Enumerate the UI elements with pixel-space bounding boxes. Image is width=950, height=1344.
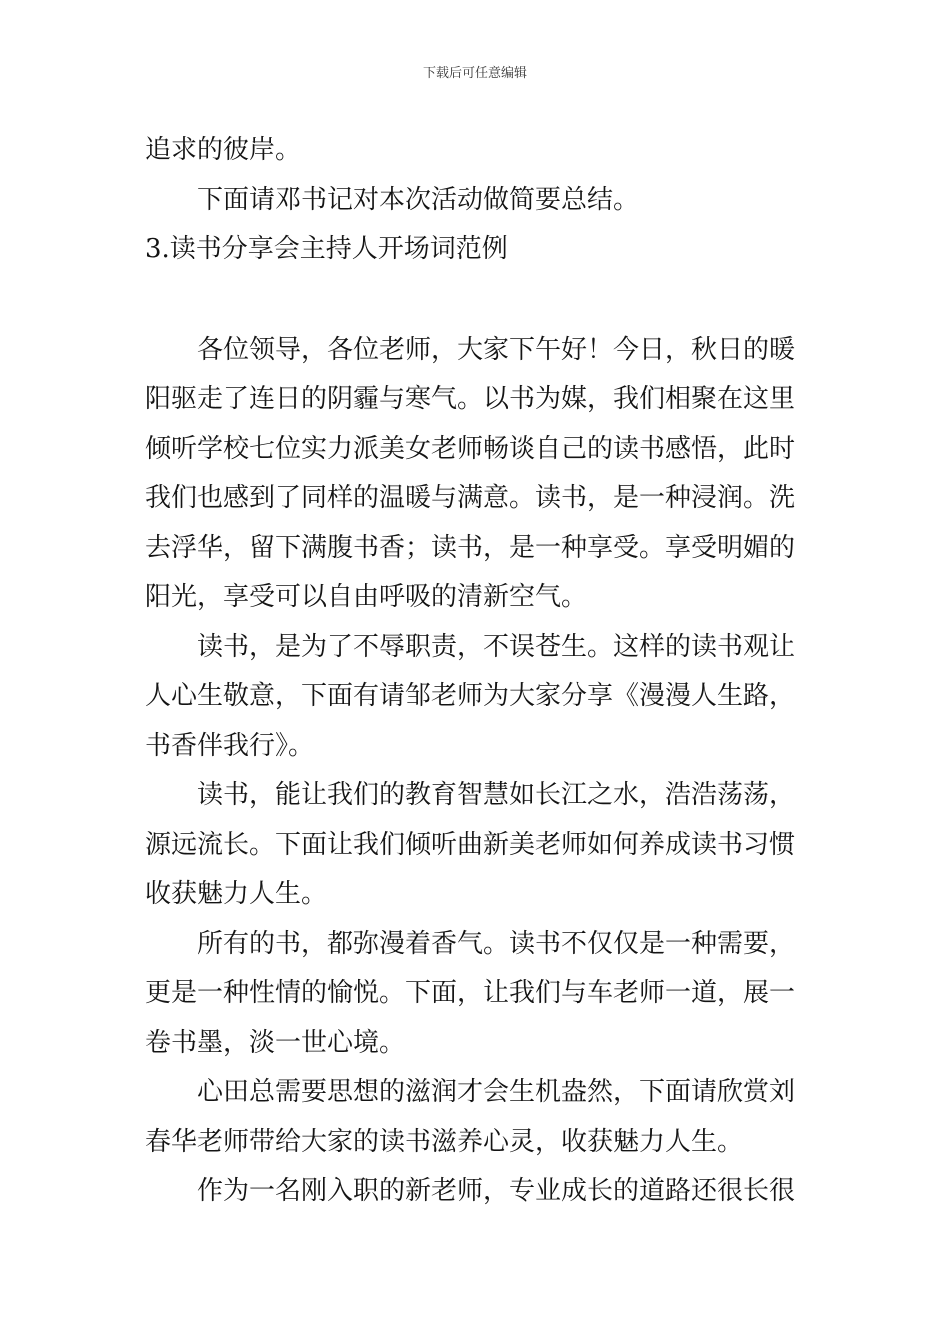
text-line: 去浮华，留下满腹书香；读书，是一种享受。享受明媚的 (145, 533, 796, 563)
text-line: 各位领导，各位老师，大家下午好！今日，秋日的暖 (145, 335, 796, 365)
text-line: 收获魅力人生。 (145, 879, 328, 909)
text-line: 下面请邓书记对本次活动做简要总结。 (145, 185, 640, 215)
text-line: 所有的书，都弥漫着香气。读书不仅仅是一种需要， (145, 929, 796, 959)
text-line: 阳驱走了连日的阴霾与寒气。以书为媒，我们相聚在这里 (145, 384, 796, 414)
text-line: 读书，能让我们的教育智慧如长江之水，浩浩荡荡， (145, 780, 796, 810)
text-line: 更是一种性情的愉悦。下面，让我们与车老师一道，展一 (145, 978, 796, 1008)
text-line: 读书，是为了不辱职责，不误苍生。这样的读书观让 (145, 632, 796, 662)
text-line: 倾听学校七位实力派美女老师畅谈自己的读书感悟，此时 (145, 434, 796, 464)
text-line: 卷书墨，淡一世心境。 (145, 1028, 406, 1058)
text-line: 追求的彼岸。 (145, 135, 302, 165)
text-line: 阳光，享受可以自由呼吸的清新空气。 (145, 582, 588, 612)
text-line: 心田总需要思想的滋润才会生机盎然，下面请欣赏刘 (145, 1077, 796, 1107)
text-line: 作为一名刚入职的新老师，专业成长的道路还很长很 (145, 1176, 796, 1206)
text-line: 书香伴我行》。 (145, 731, 315, 761)
text-line: 我们也感到了同样的温暖与满意。读书，是一种浸润。洗 (145, 483, 796, 513)
text-line: 人心生敬意，下面有请邹老师为大家分享《漫漫人生路， (145, 681, 796, 711)
text-line: 源远流长。下面让我们倾听曲新美老师如何养成读书习惯 (145, 830, 796, 860)
text-line: 春华老师带给大家的读书滋养心灵，收获魅力人生。 (145, 1127, 744, 1157)
section-heading: 3.读书分享会主持人开场词范例 (145, 234, 508, 264)
header-note: 下载后可任意编辑 (422, 66, 527, 81)
